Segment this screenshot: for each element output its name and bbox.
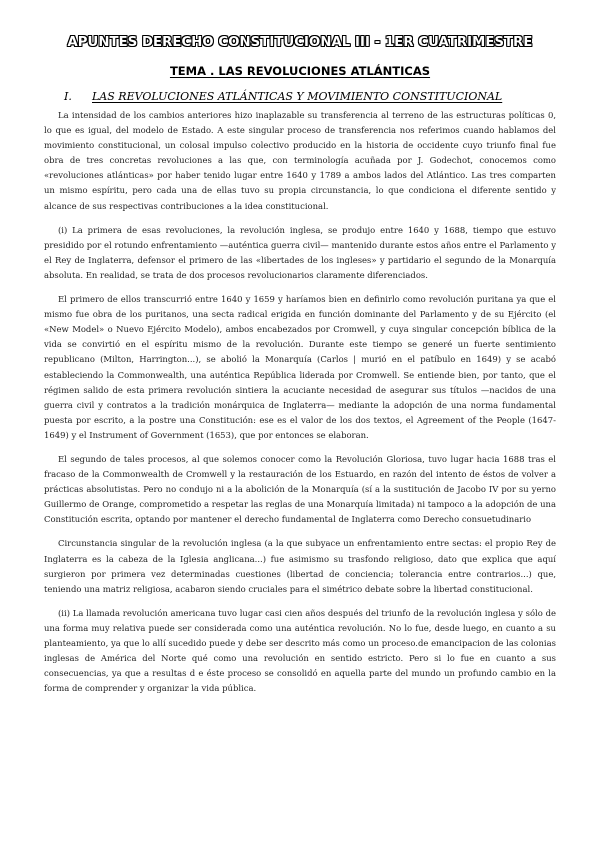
topic-title xyxy=(44,63,556,79)
paragraph: Circunstancia singular de la revolución inglesa (a la que subyace un enfrentamiento entre sectas: el propio Rey de Inglaterra es la cabeza de la Iglesia anglicana...) fue asimismo su trasfondo religioso, dato que explica que aquí surgieron por primera vez determinadas cuestiones (libertad de conciencia; tolerancia entre contrarios...) que, teniendo una matriz religiosa, acabaron siendo cruciales para el simétrico debate sobre la libertad constitucional. xyxy=(44,538,556,594)
paragraph: (i) La primera de esas revoluciones, la revolución inglesa, se produjo entre 1640 y 1688, tiempo que estuvo presidido por el rotundo enfrentamiento —auténtica guerra civil— mantenido durante estos años entre el Parlamento y el Rey de Inglaterra, defensor el primero de las «libertades de los ingleses» y partidario el segundo de la Monarquía absoluta. En realidad, se trata de dos procesos revolucionarios claramente diferenciados. xyxy=(44,224,556,280)
section-title: LAS REVOLUCIONES ATLÁNTICAS Y MOVIMIENTO CONSTITUCIONAL xyxy=(92,90,503,103)
paragraph: El segundo de tales procesos, al que solemos conocer como la Revolución Gloriosa, tuvo lugar hacia 1688 tras el fracaso de la Commonwealth de Cromwell y la restauración de los Estuardo, en razón del intento de éstos de volver a prácticas absolutistas. Pero no condujo ni a la abolición de la Monarquía (sí a la sustitución de Jacobo IV por su yerno Guillermo de Orange, comprometido a respetar las reglas de una Monarquía limitada) ni tampoco a la adopción de una Constitución escrita, optando por mantener el derecho fundamental de Inglaterra como Derecho consuetudinario xyxy=(44,453,556,525)
topic-title-text: TEMA . LAS REVOLUCIONES ATLÁNTICAS xyxy=(169,64,431,78)
paragraph: La intensidad de los cambios anteriores hizo inaplazable su transferencia al terreno de las estructuras políticas 0, lo que es igual, del modelo de Estado. A este singular proceso de transferencia nos referimos cuando hablamos del movimiento constitucional, un colosal impulso colectivo producido en la historia de occidente cuyo triunfo final fue obra de tres concretas revoluciones a las que, con terminología acuñada por J. Godechot, conocemos como «revoluciones atlánticas» por haber tenido lugar entre 1640 y 1789 a ambos lados del Atlántico. Las tres comparten un mismo espíritu, pero cada una de ellas tuvo su propia circunstancia, lo que condiciona el diferente sentido y alcance de sus respectivas contribuciones a la idea constitucional. xyxy=(44,110,556,211)
course-banner: APUNTES DERECHO CONSTITUCIONAL III - 1ER CUATRIMESTRE xyxy=(67,35,533,50)
paragraph: El primero de ellos transcurrió entre 1640 y 1659 y haríamos bien en definirlo como revolución puritana ya que el mismo fue obra de los puritanos, una secta radical erigida en función dominante del Parlamento y de su Ejército (el «New Model» o Nuevo Ejército Modelo), ambos encabezados por Cromwell, y cuya singular concepción bíblica de la vida se convirtió en el espíritu mismo de la revolución. Durante este tiempo se generé un fuerte sentimiento republicano (Milton, Harrington...), se abolió la Monarquía (Carlos | murió en el patíbulo en 1649) y se acabó estableciendo la Commonwealth, una auténtica República liderada por Cromwell. Se entiende bien, por tanto, que el régimen salido de esta primera revolución sintiera la acuciante necesidad de asegurar sus títulos —nacidos de una guerra civil y contratos a la tradición monárquica de Inglaterra— mediante la adopción de una norma fundamental puesta por escrito, a la postre una Constitución: ese es el valor de los dos textos, el Agreement of the People (1647-1649) y el Instrument of Government (1653), que por entonces se elaboran. xyxy=(44,294,556,440)
section-number: I. xyxy=(64,90,72,103)
paragraph: (ii) La llamada revolución americana tuvo lugar casi cien años después del triunfo de la revolución inglesa y sólo de una forma muy relativa puede ser considerada como una auténtica revolución. No lo fue, desde luego, en cuanto a su planteamiento, ya que lo allí sucedido puede y debe ser descrito más como un proceso.de emancipacion de las colonias inglesas de América del Norte qué como una revolución en sentido estricto. Pero si lo fue en cuanto a sus consecuencias, ya que a resultas d e éste proceso se consolidó en aquella parte del mundo un profundo cambio en la forma de comprender y organizar la vida pública. xyxy=(44,607,556,694)
section-heading xyxy=(64,89,556,104)
